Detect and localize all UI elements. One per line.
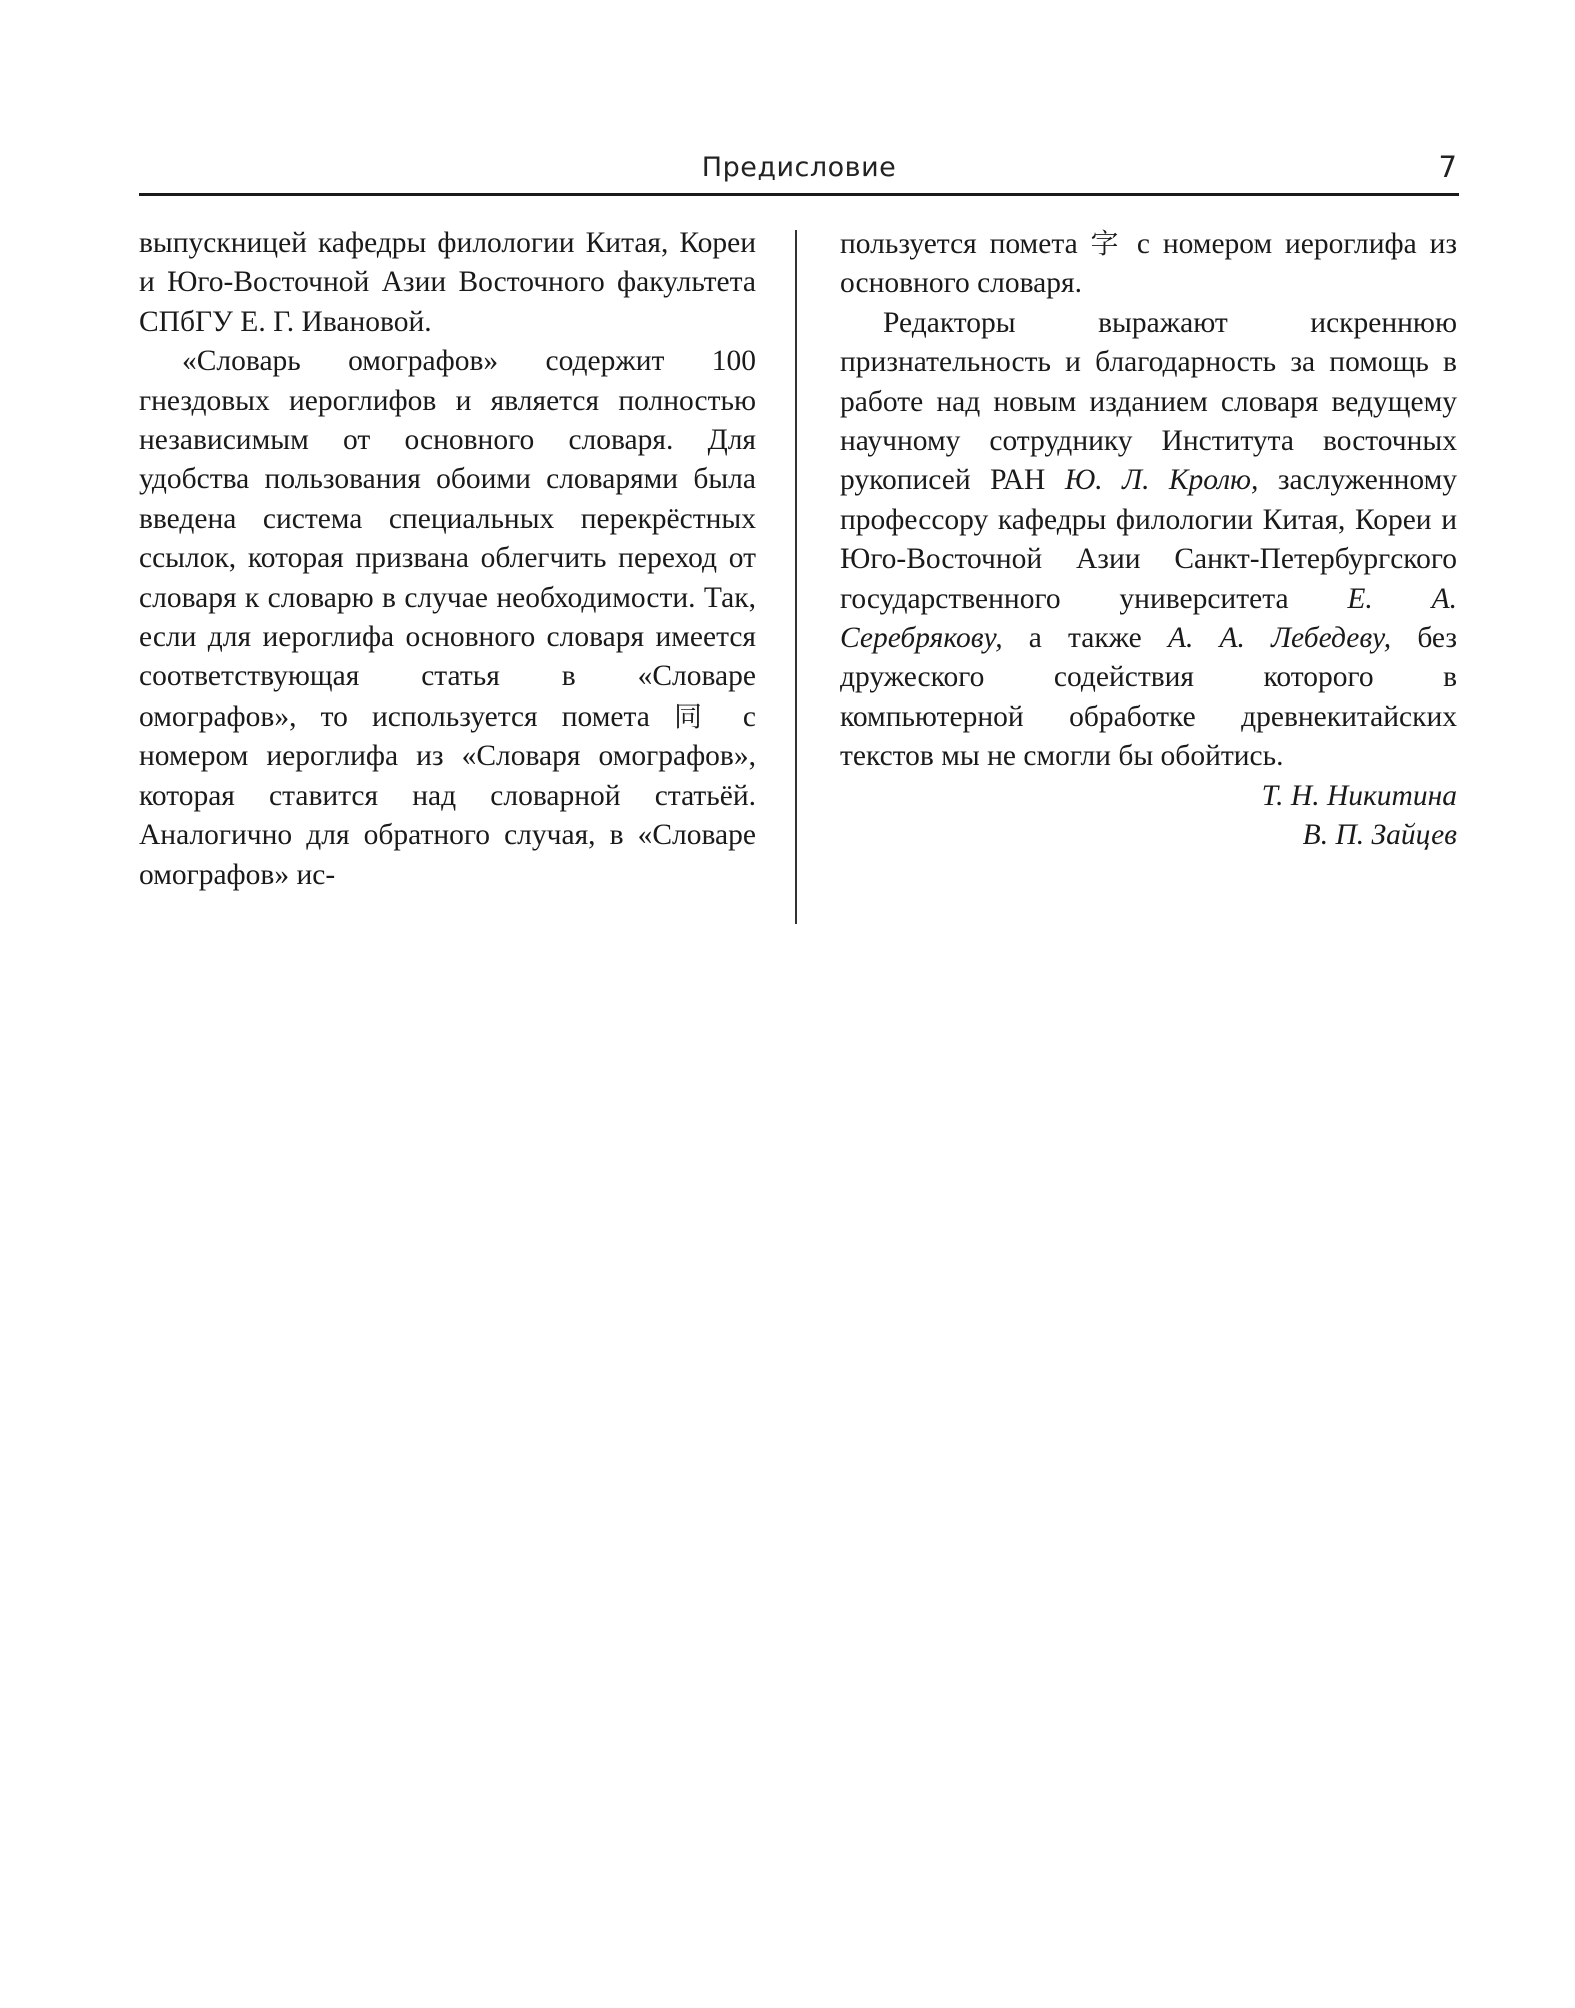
header-rule	[139, 193, 1459, 196]
page-number: 7	[1438, 150, 1457, 184]
signatures	[840, 777, 1457, 856]
right-paragraph-2: Редакторы выражают искреннюю признательность и благодарность за помощь в работе над новым изданием словаря ведущему научному сотруднику Института восточных рукописей РАН Ю. Л. Кролю, заслуженному профессору кафедры филологии Китая, Кореи и Юго-Восточной Азии Санкт-Петербургского государственного университета Е. А. Серебрякову, а также А. А. Лебедеву, без дружеского содействия которого в компьютерной обработке древнекитайских текстов мы не смогли бы обойтись.	[840, 306, 1458, 773]
running-title: Предисловие	[701, 152, 897, 183]
right-column	[840, 224, 1457, 856]
homograph-mark-glyph: 同	[673, 699, 719, 733]
running-head	[139, 148, 1459, 192]
left-paragraph-1: выпускницей кафедры филологии Китая, Кореи и Юго-Восточной Азии Восточного факультета СПбГУ Е. Г. Ивановой.	[139, 227, 756, 338]
left-paragraph-2: «Словарь омографов» содержит 100 гнездовых иероглифов и является полностью независимым от основного словаря. Для удобства пользования обоими словарями была введена система специальных перекрёстных ссылок, которая призвана облегчить переход от словаря к словарю в случае необходимости. Так, если для иероглифа основного словаря имеется соответствующая статья в «Словаре омографов», то используется помета 同 с номером иероглифа из «Словаря омографов», которая ставится над словарной статьёй. Аналогично для обратного случая, в «Словаре омографов» ис-	[139, 345, 756, 891]
person-name: Е. А. Серебрякову,	[840, 582, 1457, 655]
right-paragraph-1: пользуется помета 字 с номером иероглифа из основного словаря.	[840, 227, 1458, 300]
person-name: Ю. Л. Кролю,	[1064, 464, 1259, 497]
left-column	[139, 224, 756, 895]
person-name: А. А. Лебедеву,	[1167, 622, 1392, 655]
signature-line: В. П. Зайцев	[1302, 819, 1457, 852]
signature-line: Т. Н. Никитина	[1261, 779, 1457, 812]
column-divider	[795, 230, 797, 924]
main-dictionary-mark-glyph: 字	[1090, 227, 1125, 260]
